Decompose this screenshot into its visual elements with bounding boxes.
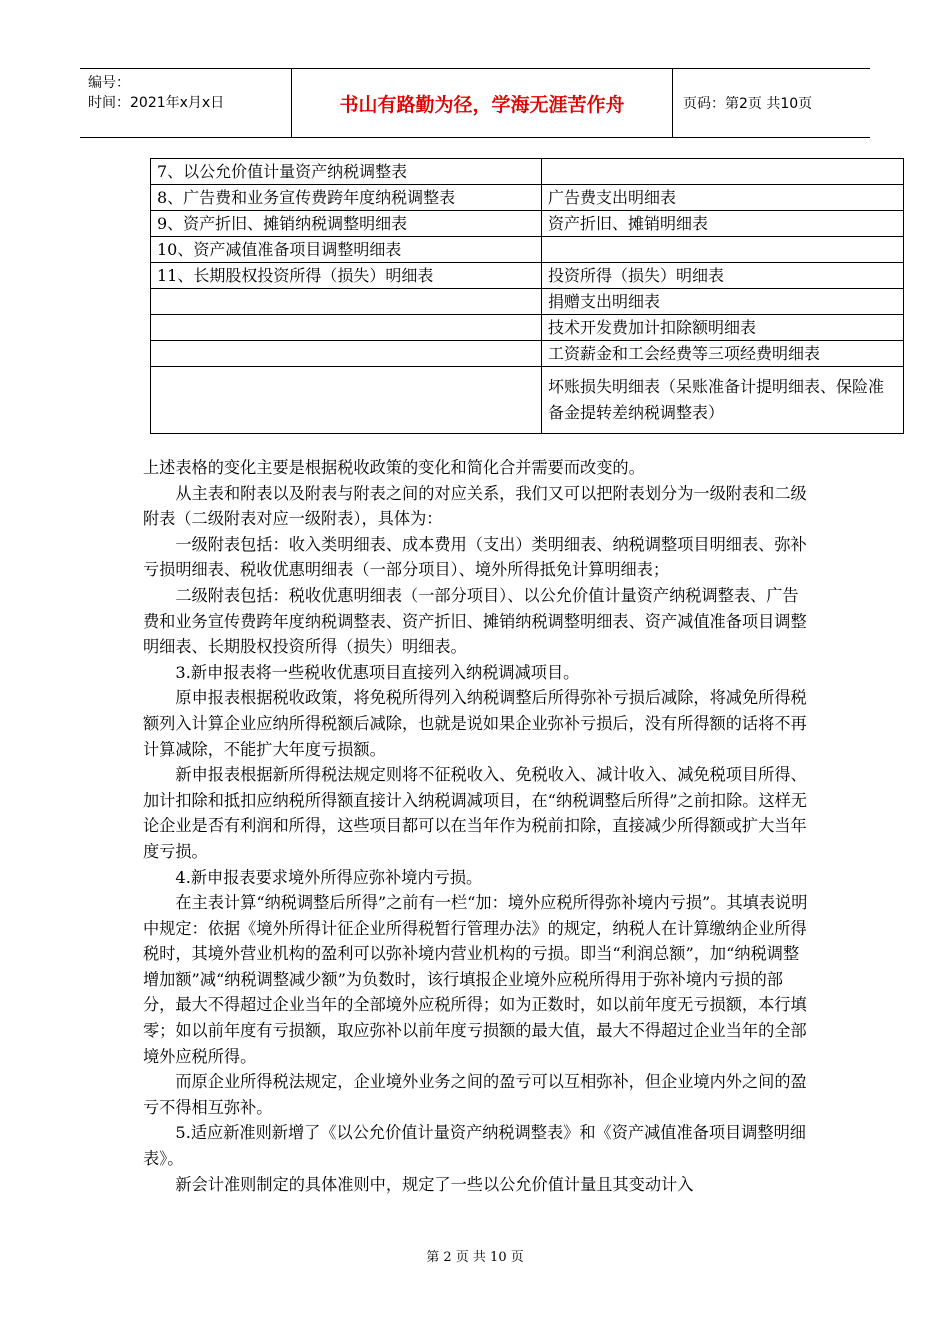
table-row <box>151 367 904 434</box>
table-cell-left: 11、长期股权投资所得（损失）明细表 <box>151 263 542 289</box>
table-row <box>151 159 904 185</box>
table-cell-right: 坏账损失明细表（呆账准备计提明细表、保险准备金提转差纳税调整表） <box>542 367 904 434</box>
table-cell-left: 9、资产折旧、摊销纳税调整明细表 <box>151 211 542 237</box>
table-cell-right: 技术开发费加计扣除额明细表 <box>542 315 904 341</box>
attachment-table <box>150 158 904 434</box>
table-cell-left <box>151 289 542 315</box>
table-cell-right <box>542 159 904 185</box>
section-heading: 4.新申报表要求境外所得应弥补境内亏损。 <box>175 867 483 887</box>
table-row <box>151 341 904 367</box>
paragraph: 新会计准则制定的具体准则中，规定了一些以公允价值计量且其变动计入 <box>175 1174 694 1194</box>
table-row <box>151 263 904 289</box>
table-cell-left <box>151 315 542 341</box>
table-cell-right: 广告费支出明细表 <box>542 185 904 211</box>
table-row <box>151 315 904 341</box>
paragraph: 原申报表根据税收政策，将免税所得列入纳税调整后所得弥补亏损后减除，将减免所得税额列入计算企业应纳所得税额后减除，也就是说如果企业弥补亏损后，没有所得额的话将不再计算减除，不能扩大年度亏损额。 <box>143 688 807 759</box>
page-header <box>80 68 870 138</box>
number-label: 编号： <box>88 75 130 91</box>
paragraph: 新申报表根据新所得税法规定则将不征税收入、免税收入、减计收入、减免税项目所得、加计扣除和抵扣应纳税所得额直接计入纳税调减项目，在“纳税调整后所得”之前扣除。这样无论企业是否有利润和所得，这些项目都可以在当年作为税前扣除，直接减少所得额或扩大当年度亏损。 <box>143 765 808 861</box>
table-cell-right <box>542 237 904 263</box>
header-motto: 书山有路勤为径，学海无涯苦作舟 <box>292 69 673 137</box>
body-text <box>143 455 809 1197</box>
paragraph: 二级附表包括：税收优惠明细表（一部分项目）、以公允价值计量资产纳税调整表、广告费和业务宣传费跨年度纳税调整表、资产折旧、摊销纳税调整明细表、资产减值准备项目调整明细表、长期股权投资所得（损失）明细表。 <box>143 585 807 657</box>
paragraph: 从主表和附表以及附表与附表之间的对应关系，我们又可以把附表划分为一级附表和二级附表（二级附表对应一级附表），具体为： <box>143 483 807 529</box>
paragraph: 上述表格的变化主要是根据税收政策的变化和简化合并需要而改变的。 <box>143 458 645 477</box>
paragraph: 在主表计算“纳税调整后所得”之前有一栏“加：境外应税所得弥补境内亏损”。其填表说明中规定：依据《境外所得计征企业所得税暂行管理办法》的规定，纳税人在计算缴纳企业所得税时，其境外营业机构的盈利可以弥补境内营业机构的亏损。即当“利润总额”，加“纳税调整增加额”减“纳税调整减少额”为负数时，该行填报企业境外应税所得用于弥补境内亏损的部分，最大不得超过企业当年的全部境外应税所得；如为正数时，如以前年度无亏损额，本行填零；如以前年度有亏损额，取应弥补以前年度亏损额的最大值，最大不得超过企业当年的全部境外应税所得。 <box>143 893 808 1066</box>
table-row <box>151 185 904 211</box>
table-cell-left <box>151 367 542 434</box>
header-meta <box>80 69 292 137</box>
paragraph: 而原企业所得税法规定，企业境外业务之间的盈亏可以互相弥补，但企业境内外之间的盈亏不得相互弥补。 <box>143 1072 807 1117</box>
header-page-info: 页码：第2页 共10页 <box>683 96 813 112</box>
table-cell-right: 工资薪金和工会经费等三项经费明细表 <box>542 341 904 367</box>
page-footer: 第 2 页 共 10 页 <box>426 1250 524 1265</box>
section-heading: 3.新申报表将一些税收优惠项目直接列入纳税调减项目。 <box>175 662 580 682</box>
table-cell-left: 7、以公允价值计量资产纳税调整表 <box>151 159 542 185</box>
table-cell-left: 8、广告费和业务宣传费跨年度纳税调整表 <box>151 185 542 211</box>
table-row <box>151 237 904 263</box>
table-cell-right: 资产折旧、摊销明细表 <box>542 211 904 237</box>
table-row <box>151 289 904 315</box>
table-row <box>151 211 904 237</box>
table-cell-right: 投资所得（损失）明细表 <box>542 263 904 289</box>
table-cell-left <box>151 341 542 367</box>
table-cell-left: 10、资产减值准备项目调整明细表 <box>151 237 542 263</box>
paragraph: 一级附表包括：收入类明细表、成本费用（支出）类明细表、纳税调整项目明细表、弥补亏损明细表、税收优惠明细表（一部分项目）、境外所得抵免计算明细表； <box>143 534 807 580</box>
time-label: 时间：2021年x月x日 <box>88 95 225 111</box>
table-cell-right: 捐赠支出明细表 <box>542 289 904 315</box>
section-heading: 5.适应新准则新增了《以公允价值计量资产纳税调整表》和《资产减值准备项目调整明细表》。 <box>143 1123 806 1169</box>
